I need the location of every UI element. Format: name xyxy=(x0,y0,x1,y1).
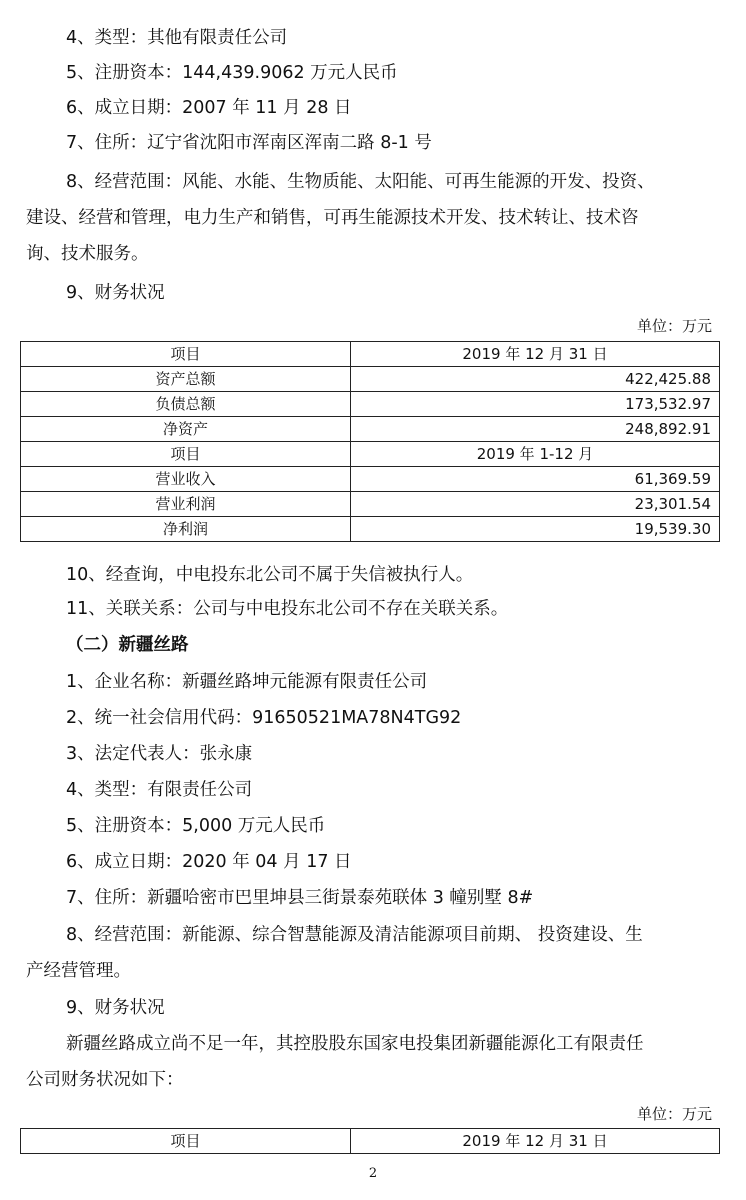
company1-type: 4、类型：其他有限责任公司 xyxy=(66,28,288,48)
row-value: 23,301.54 xyxy=(351,492,720,517)
company1-date: 6、成立日期：2007 年 11 月 28 日 xyxy=(66,98,352,118)
company1-scope-line2: 建设、经营和管理，电力生产和销售，可再生能源技术开发、技术转让、技术咨 xyxy=(26,208,639,228)
header-value: 2019 年 12 月 31 日 xyxy=(351,1129,720,1154)
company2-finance-title: 9、财务状况 xyxy=(66,998,165,1018)
row-value: 248,892.91 xyxy=(351,417,720,442)
header-value: 2019 年 1-12 月 xyxy=(351,442,720,467)
company2-capital: 5、注册资本：5,000 万元人民币 xyxy=(66,816,326,836)
company2-credit-code: 2、统一社会信用代码：91650521MA78N4TG92 xyxy=(66,708,462,728)
row-label: 营业收入 xyxy=(21,467,351,492)
company1-address: 7、住所：辽宁省沈阳市浑南区浑南二路 8-1 号 xyxy=(66,133,432,153)
table-row xyxy=(21,492,720,517)
section-heading: （二）新疆丝路 xyxy=(66,635,189,655)
header-label: 项目 xyxy=(21,442,351,467)
table-row xyxy=(21,417,720,442)
company2-finance-note-line2: 公司财务状况如下： xyxy=(26,1070,184,1090)
row-value: 19,539.30 xyxy=(351,517,720,542)
company1-scope-line1: 8、经营范围：风能、水能、生物质能、太阳能、可再生能源的开发、投资、 xyxy=(66,172,655,192)
company1-scope-line3: 询、技术服务。 xyxy=(26,244,149,264)
row-label: 营业利润 xyxy=(21,492,351,517)
row-value: 61,369.59 xyxy=(351,467,720,492)
table-row xyxy=(21,467,720,492)
company2-name: 1、企业名称：新疆丝路坤元能源有限责任公司 xyxy=(66,672,428,692)
company2-scope-line2: 产经营管理。 xyxy=(26,961,131,981)
company1-finance-table xyxy=(20,341,720,542)
row-label: 净利润 xyxy=(21,517,351,542)
table-row xyxy=(21,392,720,417)
company2-type: 4、类型：有限责任公司 xyxy=(66,780,253,800)
company2-scope-line1: 8、经营范围：新能源、综合智慧能源及清洁能源项目前期、 投资建设、生 xyxy=(66,925,643,945)
company1-unit: 单位：万元 xyxy=(636,317,712,335)
header-label: 项目 xyxy=(21,342,351,367)
table-header-row xyxy=(21,442,720,467)
company2-finance-note-line1: 新疆丝路成立尚不足一年，其控股股东国家电投集团新疆能源化工有限责任 xyxy=(66,1034,644,1054)
table-row xyxy=(21,517,720,542)
company2-legal-rep: 3、法定代表人：张永康 xyxy=(66,744,253,764)
company1-item11: 11、关联关系：公司与中电投东北公司不存在关联关系。 xyxy=(66,599,509,619)
company2-address: 7、住所：新疆哈密市巴里坤县三街景泰苑联体 3 幢别墅 8# xyxy=(66,888,534,908)
row-value: 173,532.97 xyxy=(351,392,720,417)
row-label: 负债总额 xyxy=(21,392,351,417)
header-label: 项目 xyxy=(21,1129,351,1154)
row-value: 422,425.88 xyxy=(351,367,720,392)
table-row xyxy=(21,367,720,392)
page-number: 2 xyxy=(368,1166,378,1181)
table-header-row xyxy=(21,342,720,367)
company1-capital: 5、注册资本：144,439.9062 万元人民币 xyxy=(66,63,398,83)
row-label: 资产总额 xyxy=(21,367,351,392)
header-value: 2019 年 12 月 31 日 xyxy=(351,342,720,367)
company2-date: 6、成立日期：2020 年 04 月 17 日 xyxy=(66,852,352,872)
company2-unit: 单位：万元 xyxy=(636,1105,712,1123)
table-header-row xyxy=(21,1129,720,1154)
row-label: 净资产 xyxy=(21,417,351,442)
company2-finance-table xyxy=(20,1128,720,1154)
company1-finance-title: 9、财务状况 xyxy=(66,283,165,303)
company1-item10: 10、经查询，中电投东北公司不属于失信被执行人。 xyxy=(66,565,474,585)
